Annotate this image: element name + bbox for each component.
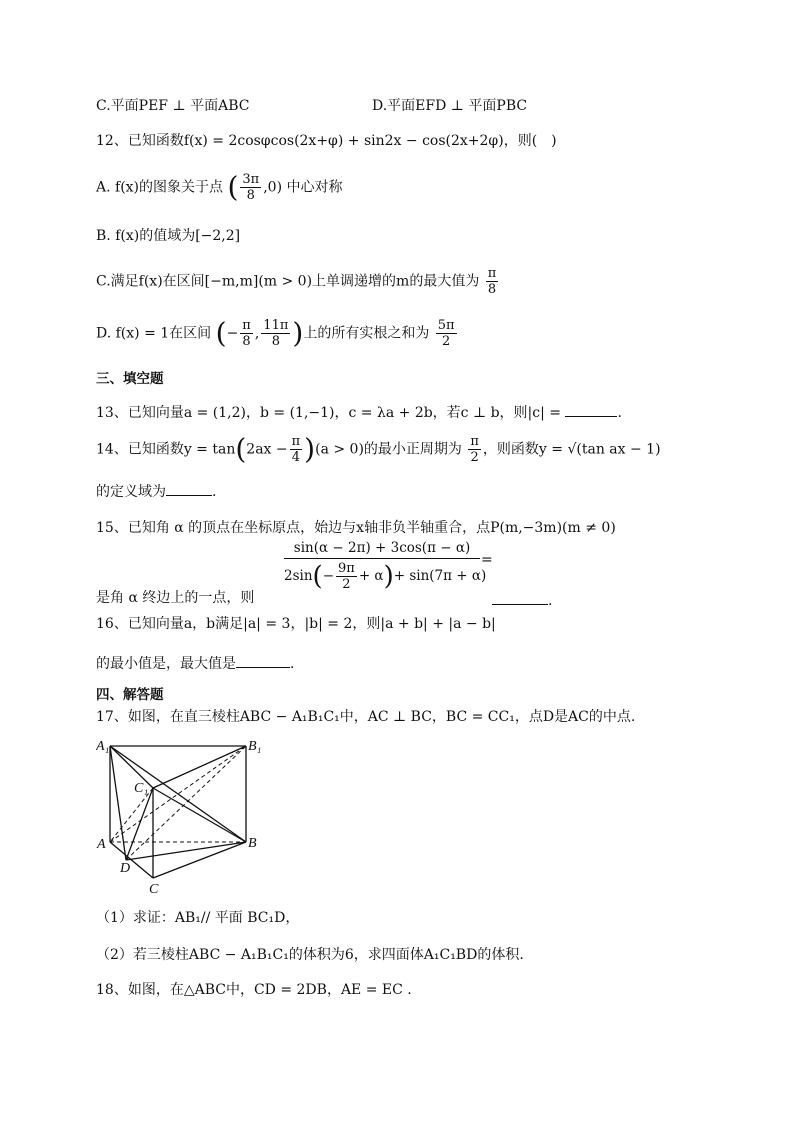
q16-line-1: 16、已知向量a，b满足|a| = 3，|b| = 2，则|a + b| + |a − b| (96, 616, 496, 632)
q14-inner: 2ax − (246, 441, 288, 458)
q15-expression (284, 540, 487, 592)
q14-pre: 14、已知函数y = tan (96, 441, 236, 458)
q13-answer-blank[interactable] (565, 402, 617, 417)
q12-stem: 12、已知函数f(x) = 2cosφcos(2x+φ) + sin2x − cos(2x+2φ)，则( ) (96, 133, 557, 149)
label-b1: B₁ (248, 739, 262, 754)
q11-option-d: D.平面EFD ⊥ 平面PBC (372, 98, 528, 114)
q15-line-2-text: 是角 α 终边上的一点，则 (96, 590, 255, 606)
q17-part-1: （1）求证：AB₁// 平面 BC₁D， (96, 910, 300, 926)
q14-line-2-text: 的定义域为 (96, 484, 166, 500)
q14-post: ，则函数y = √(tan ax − 1) (482, 441, 661, 458)
q13: 13、已知向量a = (1,2)，b = (1,−1)，c = λa + 2b，若c ⊥ b，则|c| = . (96, 402, 622, 423)
edge-c-b (153, 842, 246, 878)
q13-text: 13、已知向量a = (1,2)，b = (1,−1)，c = λa + 2b，若c ⊥ b，则|c| = (96, 405, 562, 421)
q12-option-d-pre: D. f(x) = 1在区间 (96, 325, 212, 342)
edge-a1-d (110, 746, 126, 860)
label-a: A (97, 837, 106, 852)
q12-option-a-fraction: $\frac{3\pi}{8}$ (242, 172, 260, 203)
q15-answer: . (492, 590, 552, 609)
edge-c1-d (126, 788, 153, 860)
q17-prism-figure (96, 736, 276, 896)
edge-d-b1-dashed (126, 746, 246, 860)
q16-line-2-text: 的最小值是，最大值是 (96, 656, 236, 672)
label-d: D (120, 861, 131, 876)
q14-answer-blank[interactable] (166, 481, 212, 496)
q14-fraction-1: $\frac{\pi}{4}$ (291, 434, 301, 465)
q14-line-1: 14、已知函数y = tan(2ax − $\frac{\pi}{4}$ )(a > 0)的最小正周期为 $\frac{\pi}{2}$ ，则函数y = √(tan ax − 1) (96, 432, 661, 466)
q12-option-c-pre: C.满足f(x)在区间[−m,m](m > 0)上单调递增的m的最大值为 (96, 273, 480, 290)
q14-mid: (a > 0)的最小正周期为 (315, 441, 462, 458)
section-4-heading: 四、解答题 (96, 687, 164, 703)
q12-option-d-fraction-3: $\frac{5\pi}{2}$ (437, 318, 455, 349)
edge-c1-b1 (153, 746, 246, 788)
edge-c1-b (153, 788, 246, 842)
q17-part-2: （2）若三棱柱ABC − A₁B₁C₁的体积为6，求四面体A₁C₁BD的体积. (96, 947, 524, 963)
q15-answer-blank[interactable] (492, 590, 548, 605)
edge-d-b (126, 842, 246, 860)
section-3-heading: 三、填空题 (96, 371, 164, 387)
q12-option-b: B. f(x)的值域为[−2,2] (96, 228, 241, 244)
q12-option-a: A. f(x)的图象关于点 ( $\frac{3\pi}{8}$ ,0) 中心对称 (96, 170, 343, 204)
q15-denominator: 2sin(− $\frac{9\pi}{2}$ + α)+ sin(7π + α) (284, 561, 487, 592)
q14-line-2: 的定义域为 . (96, 481, 216, 502)
q18-stem: 18、如图，在△ABC中，CD = 2DB，AE = EC . (96, 982, 412, 998)
q15-numerator: sin(α − 2π) + 3cos(π − α) (284, 540, 480, 559)
q12-option-d-mid: 上的所有实根之和为 (303, 325, 430, 342)
q12-option-a-post: ,0) 中心对称 (263, 179, 343, 196)
q12-option-c (96, 266, 500, 297)
q12-option-a-pre: A. f(x)的图象关于点 (96, 179, 224, 196)
q12-option-c-fraction: $\frac{\pi}{8}$ (487, 266, 497, 297)
label-c1: C₁ (134, 781, 149, 796)
q12-option-d-fraction-2: $\frac{11\pi}{8}$ (263, 318, 289, 349)
label-c: C (149, 882, 159, 896)
label-a1: A₁ (96, 739, 110, 754)
q11-option-c: C.平面PEF ⊥ 平面ABC (96, 98, 250, 114)
q12-option-d-fraction-1: $\frac{\pi}{8}$ (242, 318, 251, 349)
q12-option-d: D. f(x) = 1在区间 (− $\frac{\pi}{8}$ , $\frac{11\pi}{8}$ )上的所有实根之和为 $\frac{5\pi}{2}$ (96, 316, 455, 350)
q16-answer-blank[interactable] (236, 653, 290, 668)
q17-stem: 17、如图，在直三棱柱ABC − A₁B₁C₁中，AC ⊥ BC，BC = CC₁，点D是AC的中点. (96, 709, 636, 725)
q14-fraction-2: $\frac{\pi}{2}$ (470, 434, 479, 465)
label-b: B (248, 836, 257, 851)
q15-line-1: 15、已知角 α 的顶点在坐标原点，始边与x轴非负半轴重合，点P(m,−3m)(m ≠ 0) (96, 520, 616, 536)
edge-a-c (110, 842, 153, 878)
q16-line-2: 的最小值是，最大值是 . (96, 653, 294, 674)
q15-line-2 (96, 588, 254, 608)
